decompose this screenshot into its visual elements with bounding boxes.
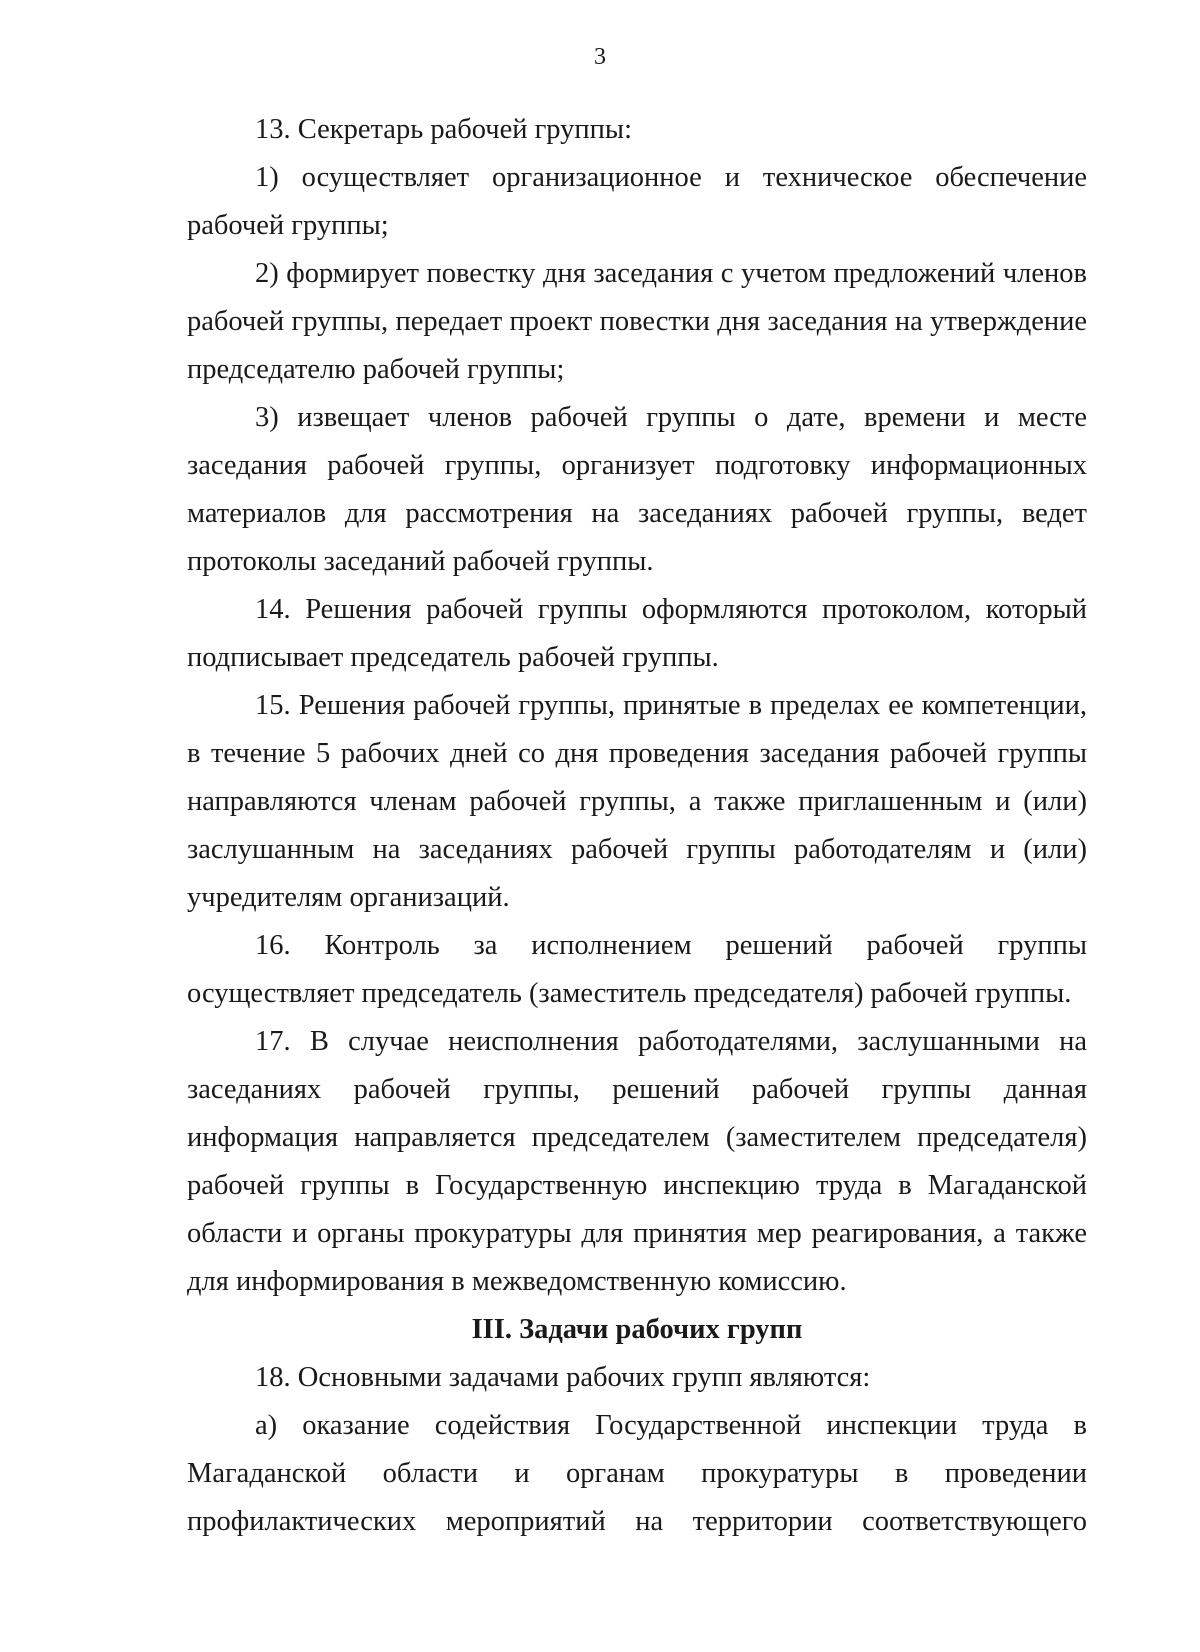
paragraph-17: 17. В случае неисполнения работодателями, заслушанными на заседаниях рабочей группы, решений рабочей группы данная информация направляется председателем (заместителем председателя) рабочей группы в Государственную инспекцию труда в Магаданской области и органы прокуратуры для принятия мер реагирования, а также для информирования в межведомственную комиссию. xyxy=(187,1026,1087,1297)
paragraph-18: 18. Основными задачами рабочих групп являются: xyxy=(255,1362,871,1393)
paragraph-16: 16. Контроль за исполнением решений рабочей группы осуществляет председатель (заместитель председателя) рабочей группы. xyxy=(187,930,1087,1009)
paragraph-14: 14. Решения рабочей группы оформляются протоколом, который подписывает председатель рабочей группы. xyxy=(187,594,1087,673)
paragraph-18-item-a: а) оказание содействия Государственной инспекции труда в Магаданской области и органам прокуратуры в проведении профилактических мероприятий на территории соответствующего xyxy=(187,1410,1087,1537)
paragraph-13: 13. Секретарь рабочей группы: xyxy=(255,114,632,145)
paragraph-15: 15. Решения рабочей группы, принятые в пределах ее компетенции, в течение 5 рабочих дней со дня проведения заседания рабочей группы направляются членам рабочей группы, а также приглашенным и (или) заслушанным на заседаниях рабочей группы работодателям и (или) учредителям организаций. xyxy=(187,690,1087,913)
paragraph-13-item-3: 3) извещает членов рабочей группы о дате, времени и месте заседания рабочей группы, организует подготовку информационных материалов для рассмотрения на заседаниях рабочей группы, ведет протоколы заседаний рабочей группы. xyxy=(187,402,1087,577)
document-body xyxy=(187,106,1087,1546)
paragraph-13-item-1: 1) осуществляет организационное и техническое обеспечение рабочей группы; xyxy=(187,162,1087,241)
section-heading: III. Задачи рабочих групп xyxy=(471,1314,803,1345)
paragraph-13-item-2: 2) формирует повестку дня заседания с учетом предложений членов рабочей группы, передает проект повестки дня заседания на утверждение председателю рабочей группы; xyxy=(187,258,1087,385)
page-number: 3 xyxy=(594,44,606,70)
